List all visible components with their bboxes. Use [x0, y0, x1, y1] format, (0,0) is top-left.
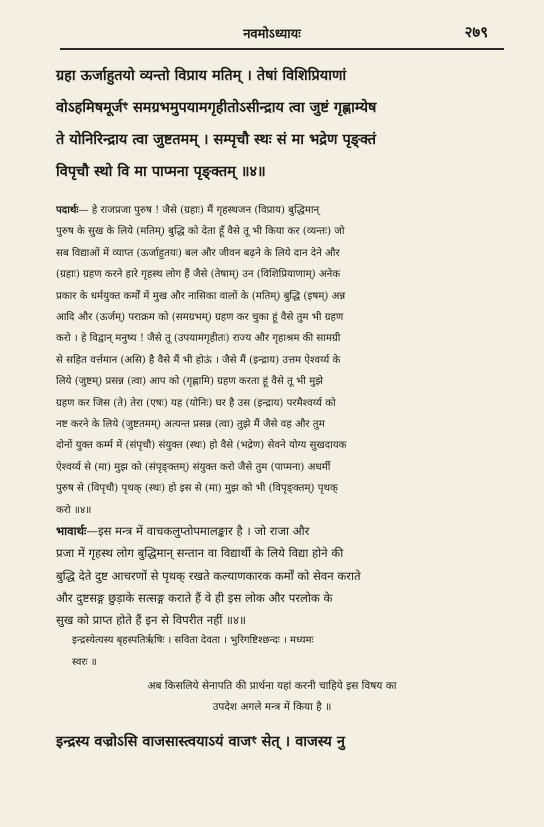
bhavartha-line: बुद्धि देते दुष्ट आचरणों से पृथक् रखते कल्याणकारक कर्मों को सेवन कराते — [56, 568, 361, 583]
commentary-line-text: — हे राजप्रजा पुरुष ! जैसे (ग्रहाः) मैं गृहस्थजन (विप्राय) बुद्धिमान् — [78, 205, 320, 216]
commentary-line: प्रकार के धर्मयुक्त कर्मों में मुख और नासिका वालों के (मतिम्) बुद्धि (इषम्) अन्न — [56, 290, 346, 302]
padartha-commentary — [56, 200, 504, 521]
next-mantra-intro — [0, 676, 544, 718]
intro-line: अब किसलिये सेनापति की प्रार्थना यहां करनी चाहिये इस विषय का — [147, 680, 397, 692]
mantra-line: ते योनिरिन्द्राय त्वा जुष्टतमम् । सम्पृचौ स्थः सं मा भद्रेण पृङ्क्तं — [56, 131, 377, 148]
mantra-line: वोऽहमिषमूर्जꣳ समग्रभमुपयामगृहीतोऽसीन्द्राय त्वा जुष्टं गृह्णाम्येष — [56, 99, 377, 116]
commentary-line: ऐश्वर्य्य से (मा) मुझ को (संपृङ्क्तम्) संयुक्त करो जैसे तुम (पाप्मना) अधर्मी — [56, 461, 331, 473]
padartha-label: पदार्थः — [56, 204, 79, 216]
commentary-line: (ग्रहाः) ग्रहण करने हारे गृहस्थ लोग हैं जैसे (तेषाम्) उन (विशिप्रियाणाम्) अनेक — [56, 269, 341, 281]
mantra-line: ग्रहा ऊर्जाहुतयो व्यन्तो विप्राय मतिम् । तेषां विशिप्रियाणां — [56, 67, 347, 84]
commentary-line: करो ॥४॥ — [56, 504, 92, 516]
commentary-line: सब विद्याओं में व्याप्त (ऊर्जाहुतयः) बल और जीवन बढ़ने के लिये दान देने और — [56, 247, 340, 259]
bhavartha-line-text: —इस मन्त्र में वाचकलुप्तोपमालङ्कार है । जो राजा और — [86, 524, 310, 538]
commentary-line: से सहित वर्त्तमान (असि) है वैसे मैं भी होऊं । जैसे मैं (इन्द्राय) उत्तम ऐश्वर्य्य के — [56, 354, 341, 366]
commentary-line: ग्रहण कर जिस (ते) तेरा (एषः) यह (योनिः) घर है उस (इन्द्राय) परमैश्वर्य्य को — [56, 397, 336, 409]
mantra-block — [56, 60, 504, 188]
bhavartha-line: प्रजा में गृहस्थ लोग बुद्धिमान् सन्तान वा विद्यार्थी के लिये विद्या होने की — [56, 546, 344, 561]
rishi-devata-meta — [72, 630, 504, 674]
bhavartha-line: सुख को प्राप्त होते हैं इन से विपरीत नहीं ॥४॥ — [56, 613, 246, 628]
commentary-line: आदि और (ऊर्जम्) पराक्रम को (समग्रभम्) ग्रहण कर चुका हूं वैसे तुम भी ग्रहण — [56, 312, 344, 324]
mantra-line: विपृचौ स्थो वि मा पाप्मना पृङ्क्तम् ॥४॥ — [56, 163, 266, 180]
next-mantra-line: इन्द्रस्य वज्रोऽसि वाजसास्त्वयाऽयं वाजꣳ सेत् । वाजस्य नु — [56, 733, 345, 750]
running-head: नवमोऽध्यायः — [243, 27, 301, 42]
bhavartha-block — [56, 520, 504, 631]
bhavartha-label: भावार्थः — [56, 524, 87, 538]
bhavartha-line-first — [56, 520, 504, 542]
commentary-line: पुरुष के सुख के लिये (मतिम्) बुद्धि को देता हूँ वैसे तू भी किया कर (व्यन्तः) जो — [56, 226, 345, 238]
commentary-line: नष्ट करने के लिये (जुष्टतमम्) अत्यन्त प्रसन्न (त्वा) तुझे मैं जैसे वह और तुम — [56, 419, 325, 431]
commentary-line: पुरुष से (विपृचौ) पृथक् (स्थः) हो इस से (मा) मुझ को भी (विपृङ्क्तम्) पृथक् — [56, 483, 338, 495]
meta-line: इन्द्रस्येत्यस्य बृहस्पतिर्ऋषिः । सविता देवता । भुरिगष्टिश्छन्दः । मध्यमः — [72, 635, 314, 646]
header-rule — [60, 48, 504, 50]
commentary-line: करो । हे विद्वान् मनुष्य ! जैसे तू (उपयामगृहीतः) राज्य और गृहाश्रम की सामग्री — [56, 333, 341, 345]
intro-line: उपदेश अगले मन्त्र में किया है ॥ — [212, 701, 332, 713]
commentary-line-first — [56, 200, 504, 221]
commentary-line: दोनों युक्त कर्म्म में (संपृचौ) संयुक्त (स्थः) हो वैसे (भद्रेण) सेवने योग्य सुखदायक — [56, 440, 347, 452]
commentary-line: लिये (जुष्टम्) प्रसन्न (त्वा) आप को (गृह्णामि) ग्रहण करता हूं वैसे तू भी मुझे — [56, 376, 323, 388]
page-number: २७९ — [464, 23, 488, 41]
bhavartha-line: और दुष्टसङ्ग छुड़ाके सत्सङ्ग कराते हैं वे ही इस लोक और परलोक के — [56, 590, 333, 605]
meta-line: स्वरः ॥ — [72, 657, 97, 668]
